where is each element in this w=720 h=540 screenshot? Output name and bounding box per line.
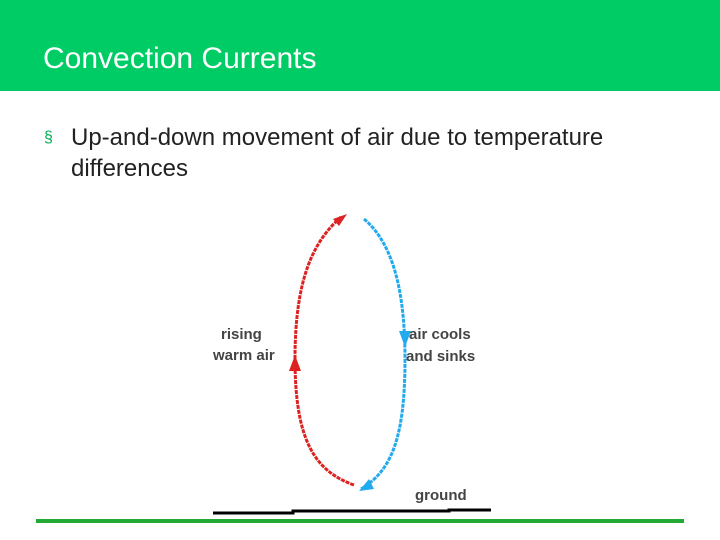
warm-air-arc bbox=[295, 217, 354, 485]
warm-top-arrow-icon bbox=[333, 214, 347, 226]
sinks-label-line2: and sinks bbox=[406, 348, 476, 365]
ground-line bbox=[213, 510, 491, 513]
square-bullet-icon: § bbox=[44, 129, 53, 146]
warm-up-arrow-icon bbox=[289, 355, 301, 371]
sinks-label-line1: air cools bbox=[409, 326, 471, 343]
ground-label: ground bbox=[415, 487, 467, 504]
bullet-text: Up-and-down movement of air due to temperature differences bbox=[71, 124, 604, 182]
slide-title: Convection Currents bbox=[43, 42, 317, 75]
title-bar bbox=[0, 0, 720, 91]
footer-divider bbox=[36, 519, 684, 523]
cool-air-arc bbox=[361, 219, 405, 489]
convection-diagram bbox=[209, 209, 493, 517]
rising-label-line2: warm air bbox=[213, 347, 275, 364]
rising-label-line1: rising bbox=[221, 326, 262, 343]
